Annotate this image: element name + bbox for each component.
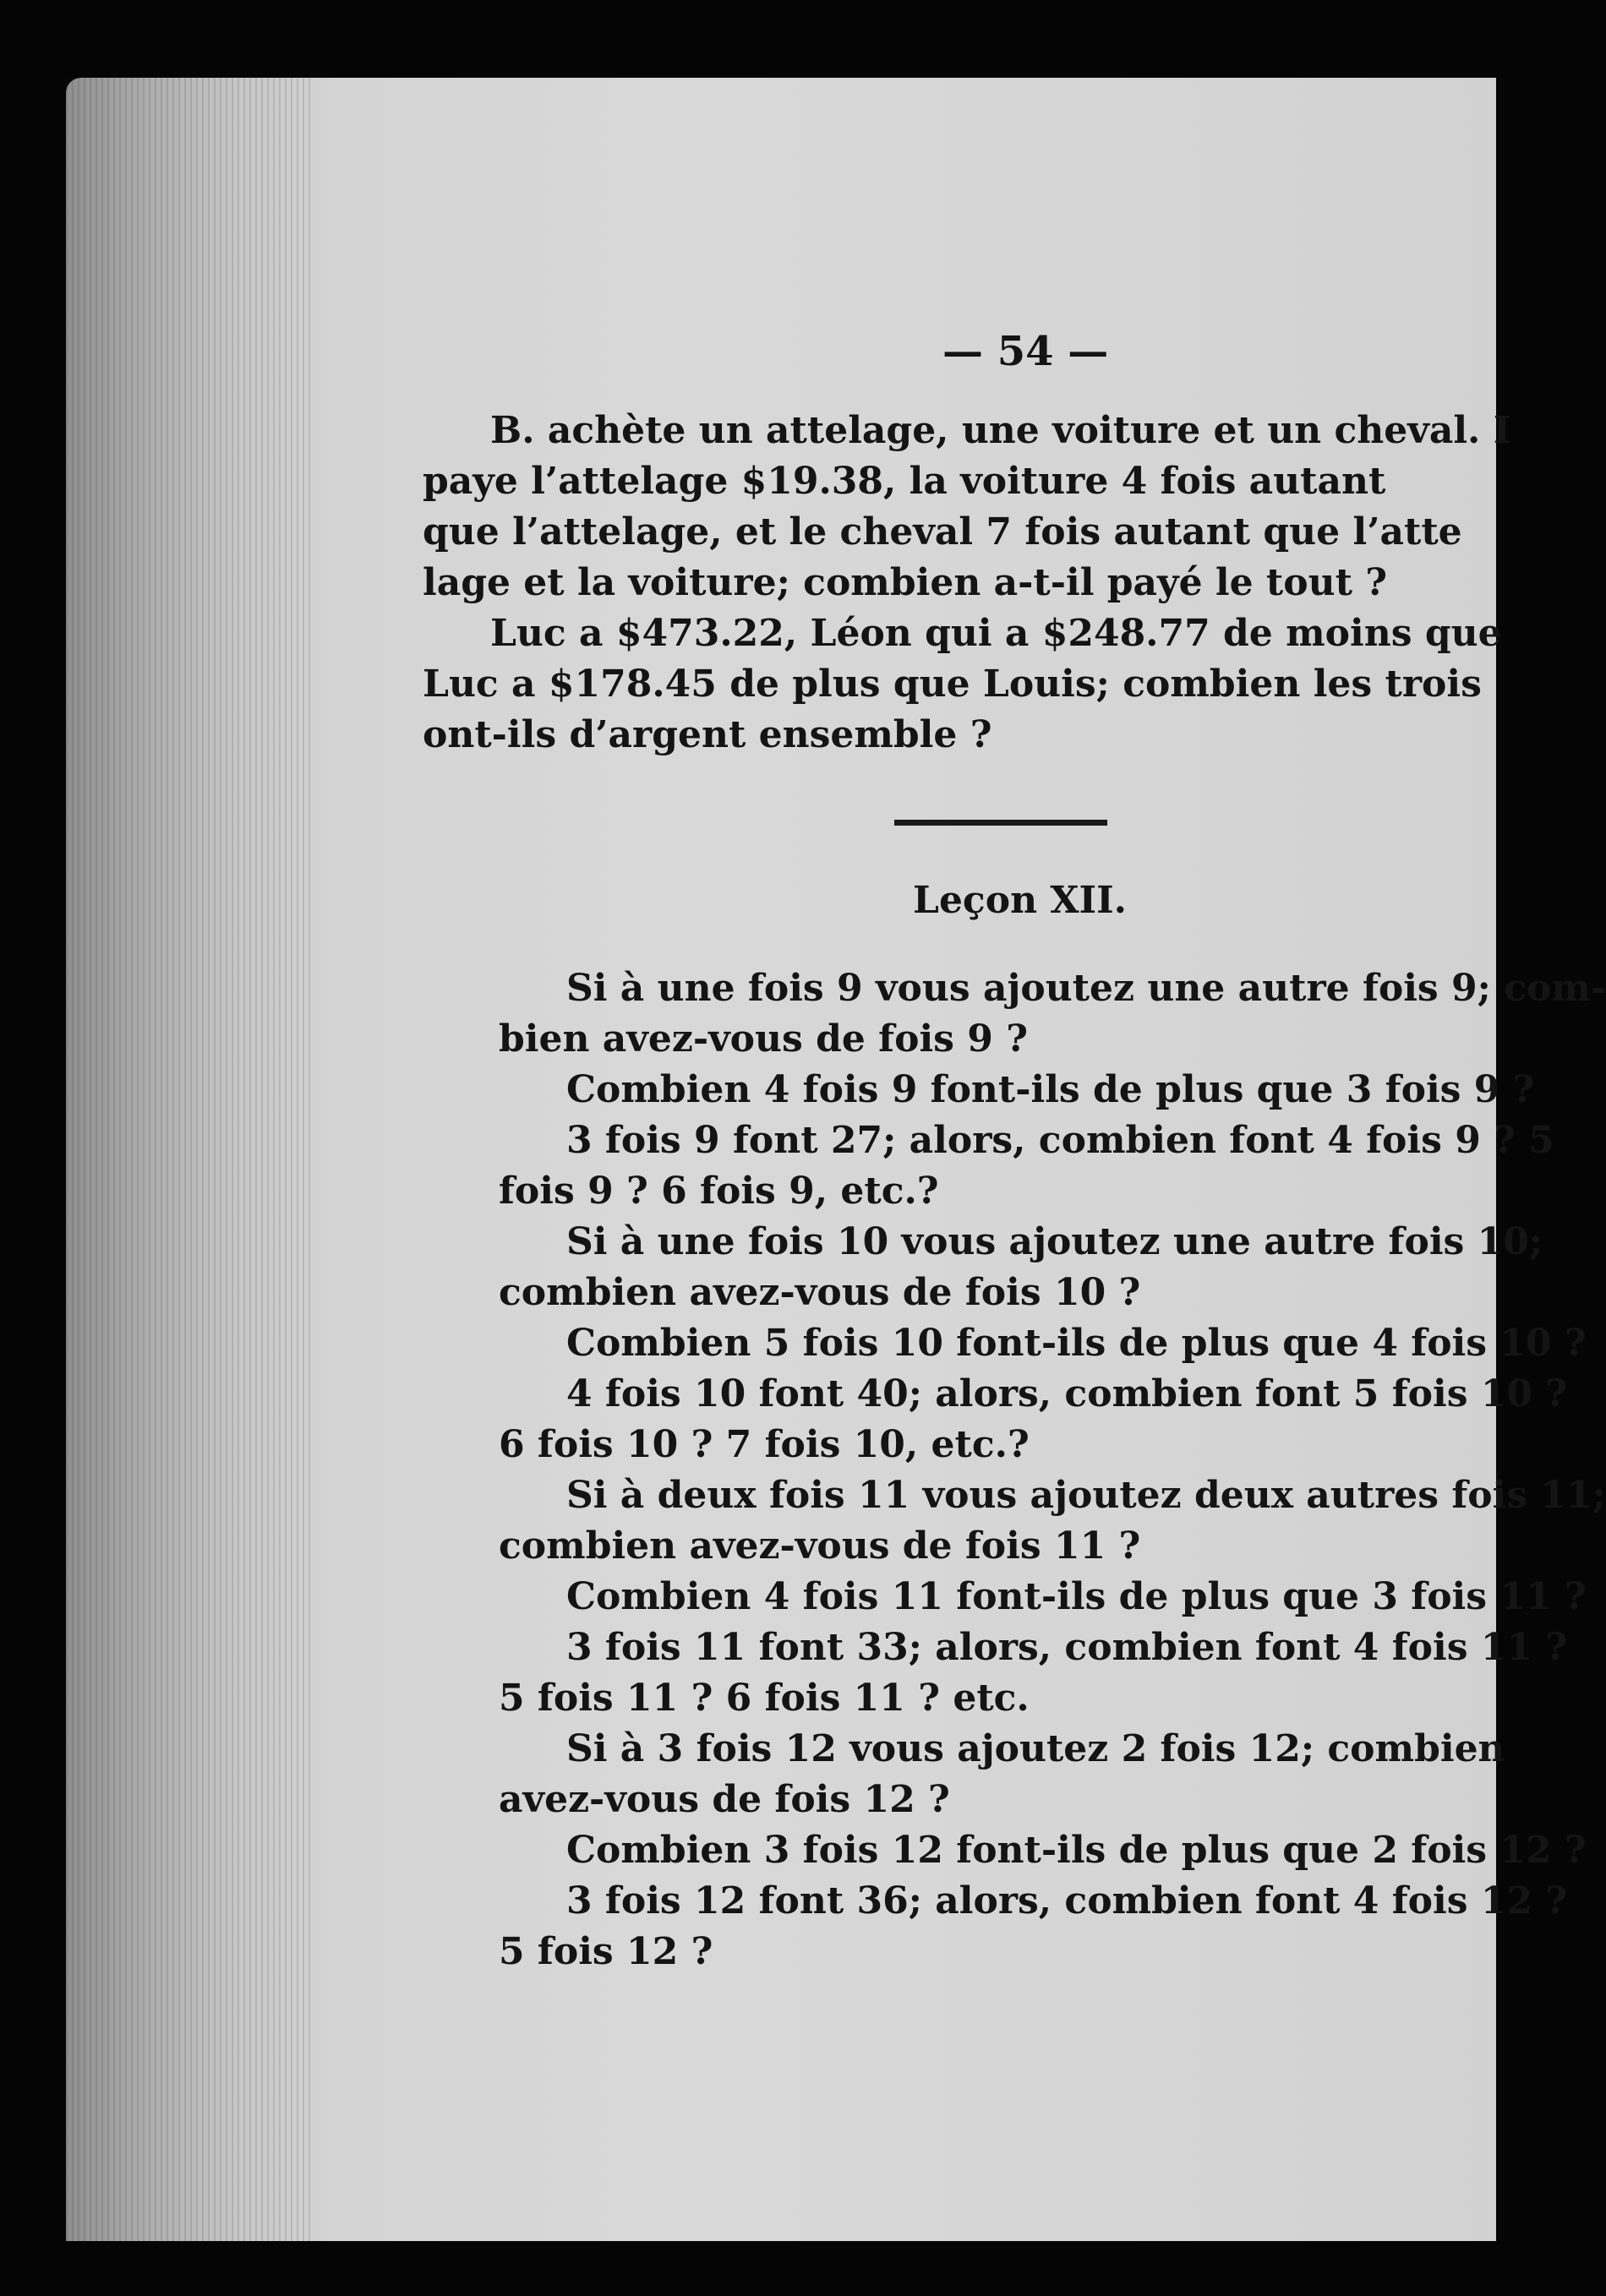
text-line: Si à une fois 10 vous ajoutez une autre fois 10; <box>566 1220 1543 1263</box>
text-line: 5 fois 11 ? 6 fois 11 ? etc. <box>499 1677 1030 1720</box>
text-line: lage et la voiture; combien a-t-il payé le tout ? <box>423 561 1388 604</box>
text-line: Si à deux fois 11 vous ajoutez deux autres fois 11; <box>566 1474 1606 1517</box>
text-line: Luc a $178.45 de plus que Louis; combien les trois <box>423 663 1482 706</box>
text-line: Combien 4 fois 9 font-ils de plus que 3 fois 9 ? <box>566 1068 1535 1111</box>
lesson-text <box>499 963 1606 1977</box>
book-gutter <box>66 78 311 2241</box>
text-line: fois 9 ? 6 fois 9, etc.? <box>499 1170 939 1213</box>
text-line: 6 fois 10 ? 7 fois 10, etc.? <box>499 1423 1030 1466</box>
text-line: B. achète un attelage, une voiture et un cheval. I <box>490 409 1511 452</box>
text-line: combien avez-vous de fois 11 ? <box>499 1524 1141 1568</box>
text-line: ont-ils d’argent ensemble ? <box>423 713 992 756</box>
text-line: 4 fois 10 font 40; alors, combien font 5 fois 10 ? <box>566 1372 1568 1415</box>
text-line: combien avez-vous de fois 10 ? <box>499 1271 1141 1314</box>
lesson-title: Leçon XII. <box>913 879 1127 922</box>
text-line: avez-vous de fois 12 ? <box>499 1778 950 1821</box>
text-line: Si à 3 fois 12 vous ajoutez 2 fois 12; combien <box>566 1727 1505 1770</box>
text-line: 3 fois 12 font 36; alors, combien font 4 fois 12 ? <box>566 1879 1568 1922</box>
text-line: Luc a $473.22, Léon qui a $248.77 de moins que <box>490 612 1502 655</box>
text-line: paye l’attelage $19.38, la voiture 4 fois autant <box>423 460 1386 503</box>
text-line: 3 fois 9 font 27; alors, combien font 4 fois 9 ? 5 <box>566 1119 1554 1162</box>
text-line: bien avez-vous de fois 9 ? <box>499 1017 1028 1061</box>
exercise-text-top <box>423 406 1511 761</box>
text-line: 3 fois 11 font 33; alors, combien font 4 fois 11 ? <box>566 1626 1568 1669</box>
page-number: — 54 — <box>942 328 1109 375</box>
text-line: 5 fois 12 ? <box>499 1930 713 1973</box>
text-line: Combien 5 fois 10 font-ils de plus que 4 fois 10 ? <box>566 1322 1587 1365</box>
section-divider <box>894 820 1107 826</box>
text-line: Combien 3 fois 12 font-ils de plus que 2 fois 12 ? <box>566 1829 1587 1872</box>
text-line: que l’attelage, et le cheval 7 fois autant que l’atte <box>423 510 1462 554</box>
text-line: Combien 4 fois 11 font-ils de plus que 3 fois 11 ? <box>566 1575 1587 1618</box>
text-line: Si à une fois 9 vous ajoutez une autre fois 9; com- <box>566 967 1606 1010</box>
